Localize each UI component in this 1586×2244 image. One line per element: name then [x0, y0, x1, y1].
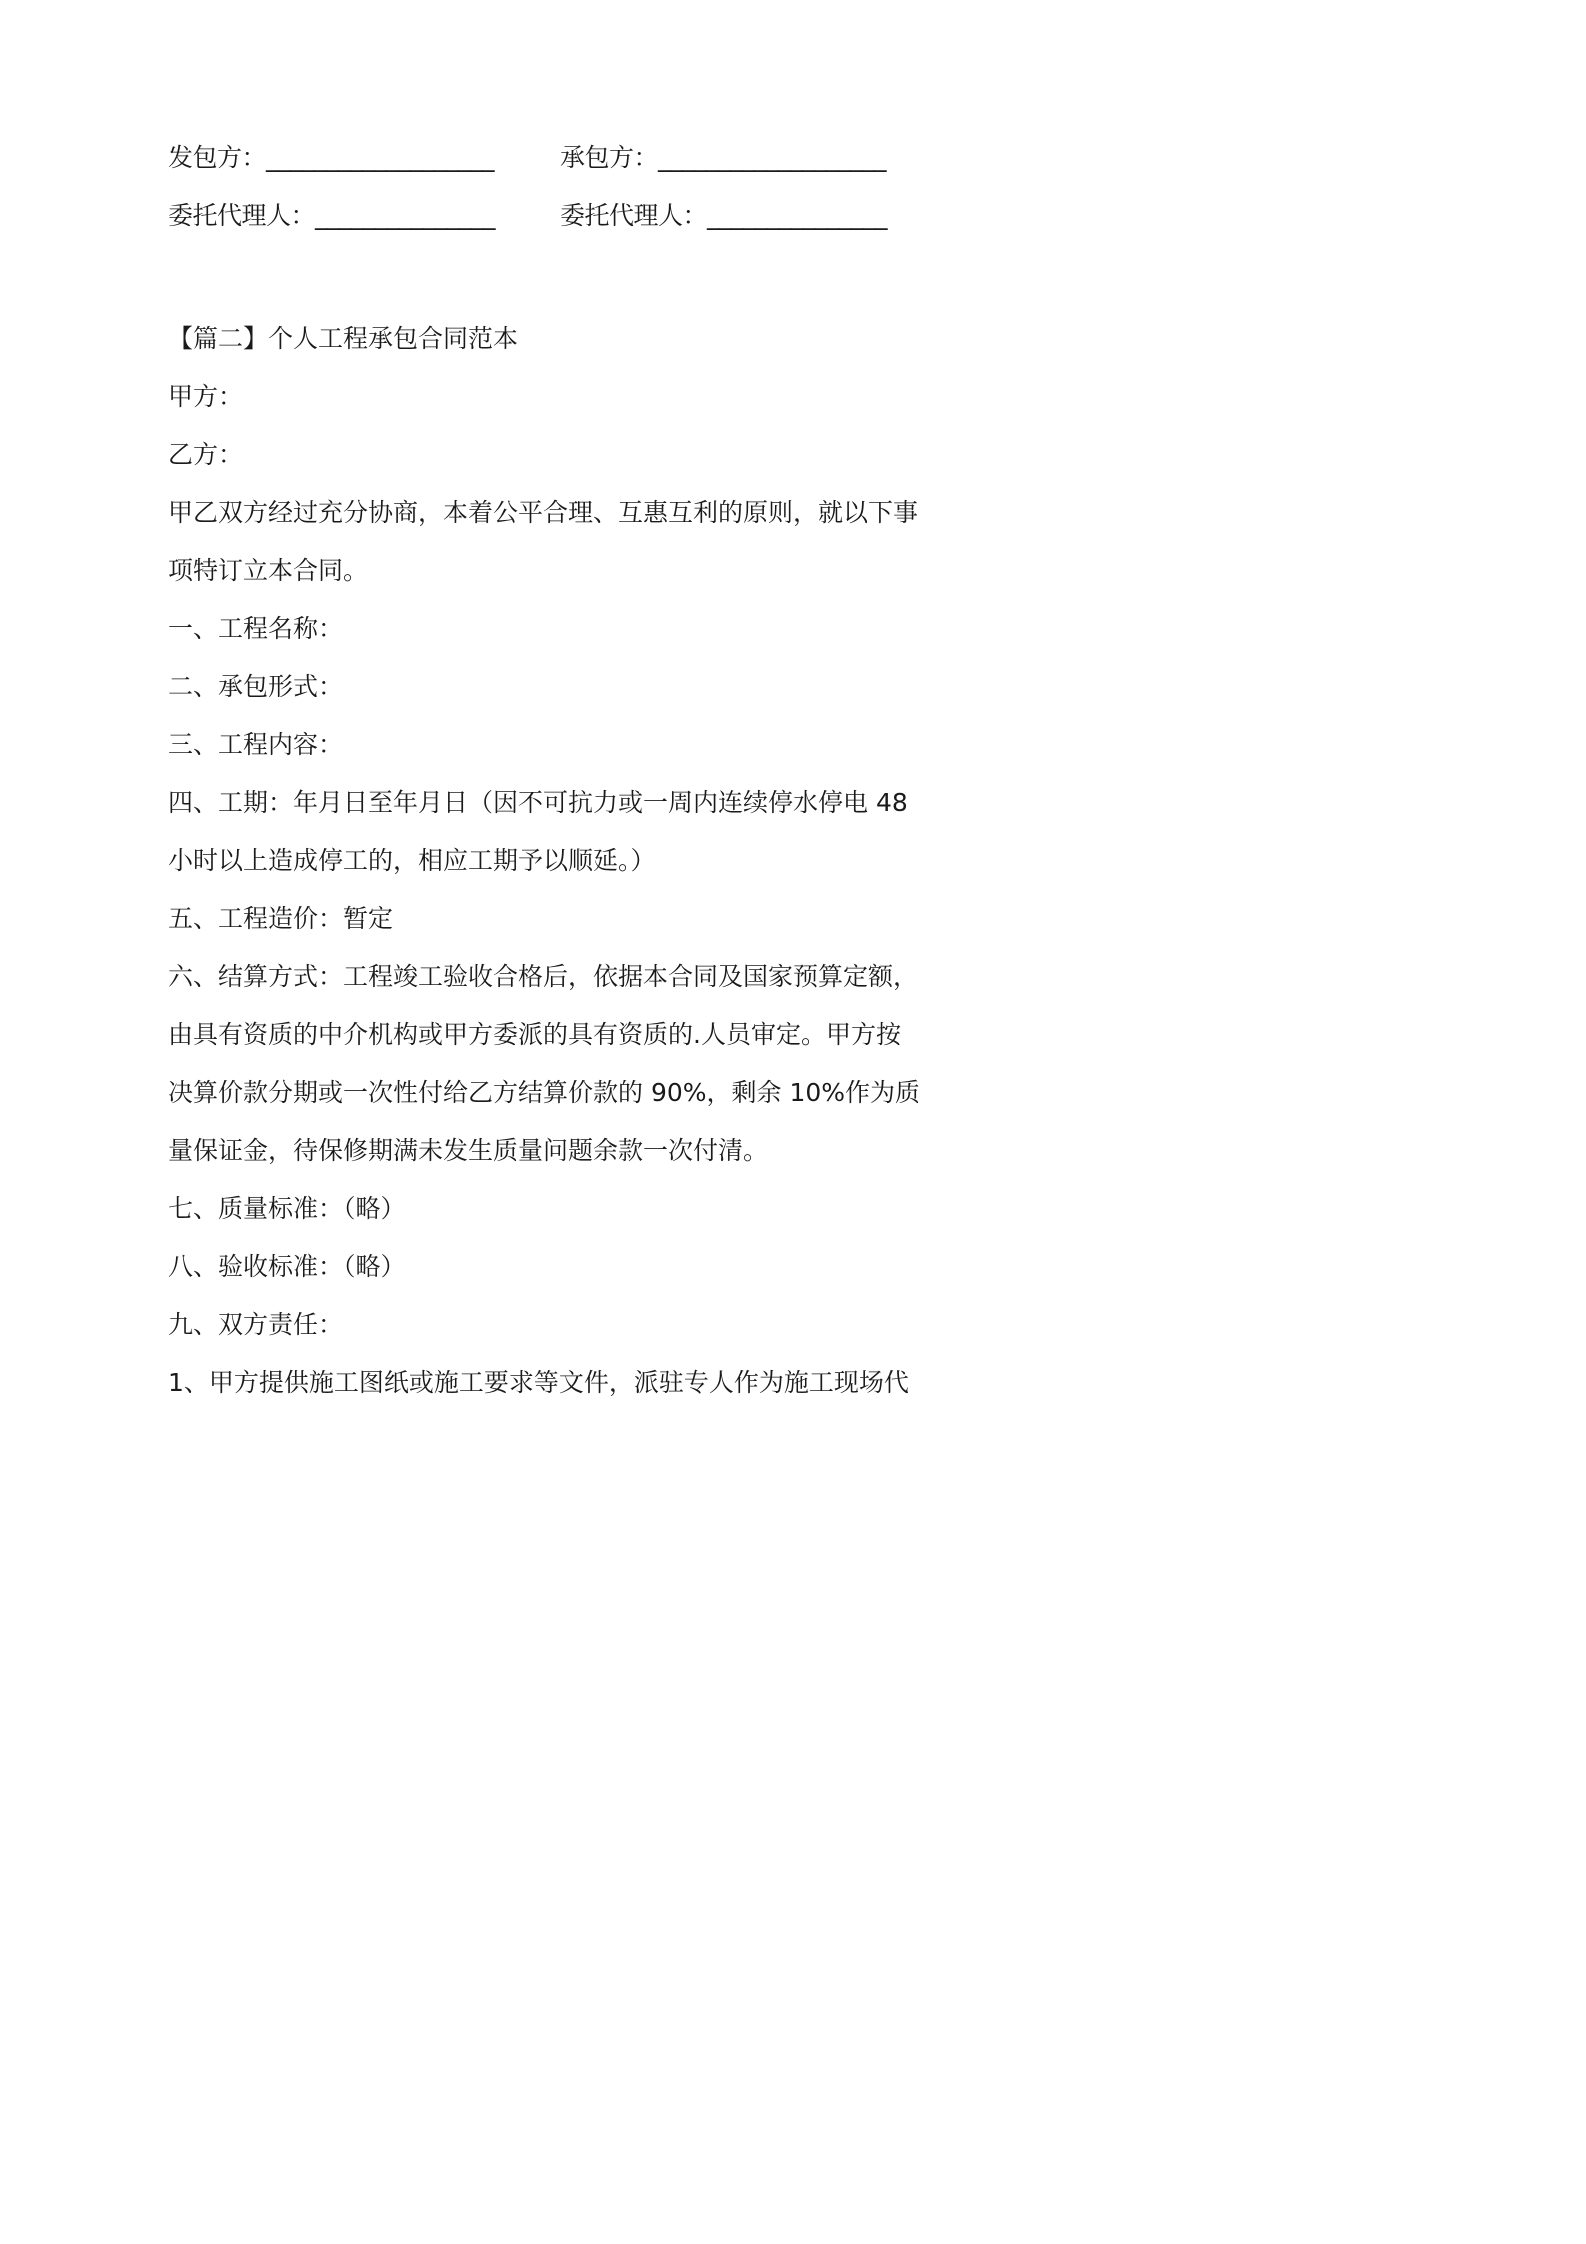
clause-schedule: 四、工期：年月日至年月日（因不可抗力或一周内连续停水停电 48: [168, 788, 908, 817]
clause-settlement-cont: 决算价款分期或一次性付给乙方结算价款的 90%，剩余 10%作为质: [168, 1078, 921, 1107]
signature-row-agent: [168, 196, 968, 236]
responsibility-item-1: 1、甲方提供施工图纸或施工要求等文件，派驻专人作为施工现场代: [168, 1368, 909, 1397]
party-a-line: 甲方：: [168, 382, 244, 411]
clause-cost: 五、工程造价：暂定: [168, 904, 394, 933]
clause-acceptance-standard: 八、验收标准：（略）: [168, 1252, 406, 1281]
clause-responsibilities: 九、双方责任：: [168, 1310, 344, 1339]
clause-project-name: 一、工程名称：: [168, 614, 344, 643]
contract-body: [168, 310, 948, 1412]
clause-settlement-cont: 由具有资质的中介机构或甲方委派的具有资质的.人员审定。甲方按: [168, 1020, 901, 1049]
preamble-line: 项特订立本合同。: [168, 556, 369, 585]
document-page: [0, 0, 1104, 1562]
preamble-line: 甲乙双方经过充分协商，本着公平合理、互惠互利的原则，就以下事: [168, 498, 919, 527]
employer-signature-field: 发包方：___________________: [168, 143, 495, 172]
contractor-signature-field: 承包方：___________________: [560, 143, 887, 172]
section-title: 【篇二】个人工程承包合同范本: [168, 324, 519, 353]
clause-settlement-cont: 量保证金，待保修期满未发生质量问题余款一次付清。: [168, 1136, 769, 1165]
clause-contract-form: 二、承包形式：: [168, 672, 344, 701]
signature-row-party: [168, 138, 968, 178]
clause-project-content: 三、工程内容：: [168, 730, 344, 759]
contractor-agent-field: 委托代理人：_______________: [560, 201, 888, 230]
clause-schedule-cont: 小时以上造成停工的，相应工期予以顺延。）: [168, 846, 656, 875]
clause-settlement: 六、结算方式：工程竣工验收合格后，依据本合同及国家预算定额，: [168, 962, 919, 991]
party-b-line: 乙方：: [168, 440, 244, 469]
clause-quality-standard: 七、质量标准：（略）: [168, 1194, 406, 1223]
employer-agent-field: 委托代理人：_______________: [168, 201, 496, 230]
